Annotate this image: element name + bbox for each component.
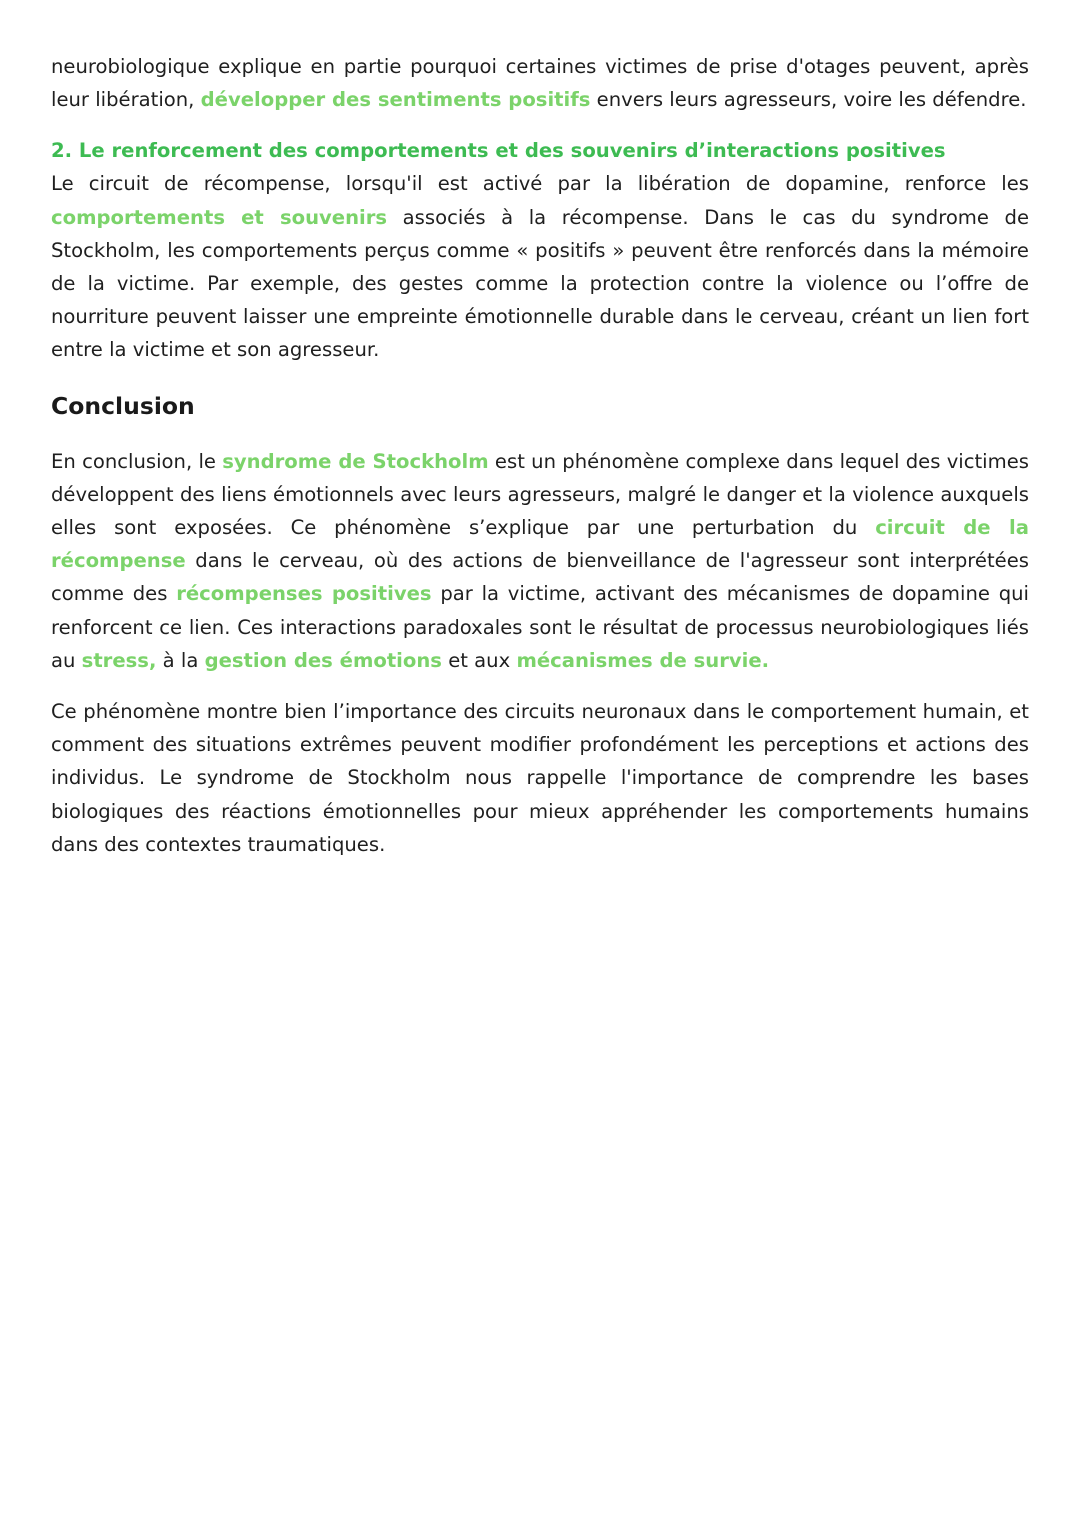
paragraph-reinforcement [51, 167, 1029, 366]
text-segment: Ce phénomène montre bien l’importance des circuits neuronaux dans le comportement humain, et comment des situations extrêmes peuvent modifier profondément les perceptions et actions des individus. Le syndrome de Stockholm nous rappelle l'importance de comprendre les bases biologiques des réactions émotionnelles pour mieux appréhender les comportements humains dans des contextes traumatiques. [51, 700, 1029, 856]
paragraph-intro-continuation [51, 50, 1029, 116]
highlighted-term: stress, [81, 648, 157, 672]
text-segment: à la [156, 648, 205, 672]
paragraph-conclusion-2 [51, 695, 1029, 861]
text-segment: et aux [441, 648, 517, 672]
text-segment: Le circuit de récompense, lorsqu'il est activé par la libération de dopamine, renforce les [51, 172, 1029, 196]
text-segment: En conclusion, le [51, 449, 223, 473]
text-segment: est un phénomène complexe dans lequel des victimes développent des liens émotionnels avec leurs agresseurs, malgré le danger et la violence auxquels elles sont exposées. Ce phénomène s’explique par une perturbation du [51, 449, 1029, 540]
text-segment: neurobiologique explique en partie pourquoi certaines victimes de prise d'otages peuvent, après leur libération, [51, 55, 1029, 112]
highlighted-term: syndrome de Stockholm [222, 449, 489, 473]
highlighted-term: récompenses positives [176, 582, 432, 606]
subheading-reinforcement: 2. Le renforcement des comportements et des souvenirs d’interactions positives [51, 139, 946, 163]
highlighted-term: développer des sentiments positifs [200, 88, 591, 112]
text-segment: associés à la récompense. Dans le cas du syndrome de Stockholm, les comportements perçus comme « positifs » peuvent être renforcés dans la mémoire de la victime. Par exemple, des gestes comme la protection contre la violence ou l’offre de nourriture peuvent laisser une empreinte émotionnelle durable dans le cerveau, créant un lien fort entre la victime et son agresseur. [51, 205, 1030, 362]
paragraph-conclusion-1 [51, 445, 1029, 677]
highlighted-term: comportements et souvenirs [51, 205, 388, 229]
highlighted-term: mécanismes de survie. [516, 648, 770, 672]
section-title-conclusion: Conclusion [51, 391, 195, 420]
highlighted-term: circuit de la récompense [51, 516, 1029, 573]
highlighted-term: gestion des émotions [204, 648, 442, 672]
text-segment: envers leurs agresseurs, voire les défendre. [590, 88, 1027, 112]
text-segment: par la victime, activant des mécanismes de dopamine qui renforcent ce lien. Ces interactions paradoxales sont le résultat de processus neurobiologiques liés au [51, 582, 1029, 672]
text-segment: dans le cerveau, où des actions de bienveillance de l'agresseur sont interprétées comme des [51, 549, 1029, 606]
